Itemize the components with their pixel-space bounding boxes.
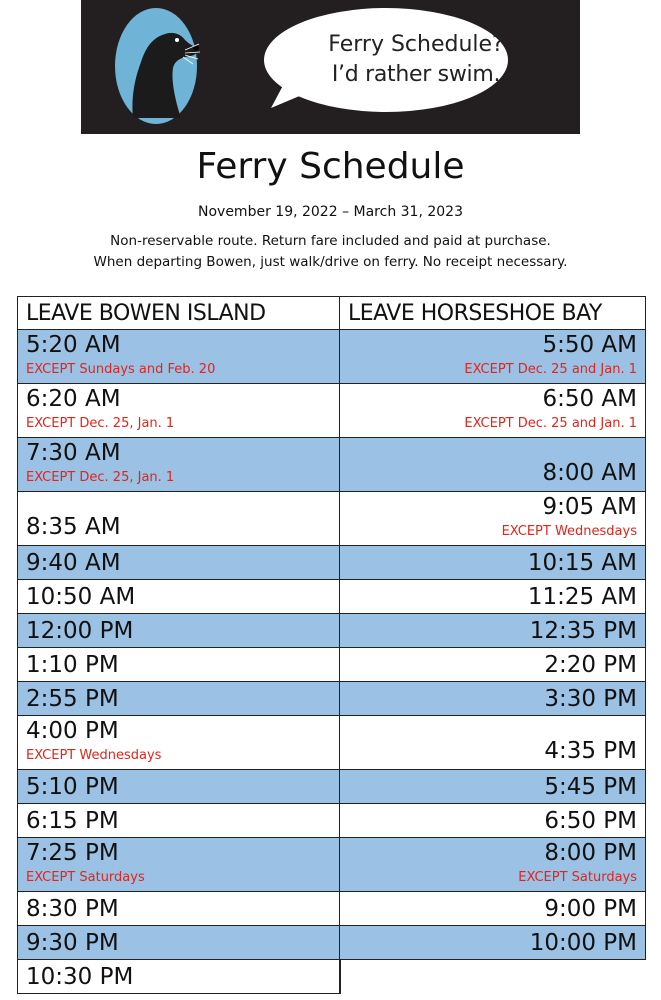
horseshoe-departure-cell	[340, 614, 646, 648]
table-row	[17, 838, 646, 892]
departure-time: 7:30 AM	[26, 440, 121, 466]
table-row	[17, 546, 646, 580]
horseshoe-departure-cell	[340, 438, 646, 492]
table-row	[17, 770, 646, 804]
departure-time: 5:10 PM	[26, 774, 119, 800]
bowen-departure-cell	[17, 438, 340, 492]
schedule-table	[17, 296, 646, 994]
bowen-departure-cell	[17, 614, 340, 648]
horseshoe-departure-cell	[340, 960, 646, 994]
table-row	[17, 330, 646, 384]
departure-time: 8:35 AM	[26, 514, 121, 540]
departure-time: 4:00 PM	[26, 718, 119, 744]
departure-time: 3:30 PM	[544, 686, 637, 712]
departure-time: 12:35 PM	[529, 618, 637, 644]
departure-time: 1:10 PM	[26, 652, 119, 678]
horseshoe-departure-cell	[340, 770, 646, 804]
bubble-text	[301, 30, 531, 90]
table-row	[17, 682, 646, 716]
departure-time: 5:50 AM	[542, 332, 637, 358]
bowen-departure-cell	[17, 682, 340, 716]
departure-time: 10:50 AM	[26, 584, 136, 610]
departure-time: 5:45 PM	[544, 774, 637, 800]
table-row	[17, 384, 646, 438]
horseshoe-departure-cell	[340, 926, 646, 960]
exception-note: EXCEPT Wednesdays	[501, 524, 637, 539]
bowen-departure-cell	[17, 926, 340, 960]
bowen-departure-cell	[17, 546, 340, 580]
bowen-departure-cell	[17, 770, 340, 804]
bowen-departure-cell	[17, 892, 340, 926]
table-row	[17, 926, 646, 960]
departure-time: 9:00 PM	[544, 896, 637, 922]
bubble-line-2: I’d rather swim.	[331, 62, 501, 87]
table-header	[17, 296, 646, 330]
departure-time: 5:20 AM	[26, 332, 121, 358]
horseshoe-departure-cell	[340, 892, 646, 926]
horseshoe-departure-cell	[340, 492, 646, 546]
departure-time: 4:35 PM	[544, 738, 637, 764]
bowen-departure-cell	[17, 384, 340, 438]
bowen-departure-cell	[17, 804, 340, 838]
departure-time: 6:15 PM	[26, 808, 119, 834]
exception-note: EXCEPT Dec. 25 and Jan. 1	[464, 416, 637, 431]
table-row	[17, 804, 646, 838]
date-range: November 19, 2022 – March 31, 2023	[198, 204, 463, 220]
exception-note: EXCEPT Dec. 25 and Jan. 1	[464, 362, 637, 377]
seal-icon	[81, 0, 241, 134]
bowen-departure-cell	[17, 330, 340, 384]
header-leave-horseshoe: LEAVE HORSESHOE BAY	[340, 296, 646, 330]
departure-time: 7:25 PM	[26, 840, 119, 866]
route-notes	[0, 231, 661, 273]
departure-time: 9:40 AM	[26, 550, 121, 576]
exception-note: EXCEPT Saturdays	[26, 870, 145, 885]
exception-note: EXCEPT Sundays and Feb. 20	[26, 362, 216, 377]
table-body	[17, 330, 646, 994]
horseshoe-departure-cell	[340, 648, 646, 682]
table-row	[17, 614, 646, 648]
departure-time: 9:30 PM	[26, 930, 119, 956]
departure-time: 10:00 PM	[529, 930, 637, 956]
departure-time: 12:00 PM	[26, 618, 134, 644]
horseshoe-departure-cell	[340, 330, 646, 384]
departure-time: 10:30 PM	[26, 964, 134, 990]
route-note-1: Non-reservable route. Return fare included and paid at purchase.	[110, 233, 551, 249]
bowen-departure-cell	[17, 716, 340, 770]
table-row	[17, 716, 646, 770]
banner	[81, 0, 580, 134]
bowen-departure-cell	[17, 838, 340, 892]
table-row	[17, 892, 646, 926]
departure-time: 10:15 AM	[527, 550, 637, 576]
bowen-departure-cell	[17, 492, 340, 546]
horseshoe-departure-cell	[340, 838, 646, 892]
bowen-departure-cell	[17, 580, 340, 614]
bowen-departure-cell	[17, 648, 340, 682]
horseshoe-departure-cell	[340, 804, 646, 838]
route-note-2: When departing Bowen, just walk/drive on ferry. No receipt necessary.	[93, 254, 568, 270]
departure-time: 6:20 AM	[26, 386, 121, 412]
page-title: Ferry Schedule	[196, 146, 465, 187]
departure-time: 8:00 AM	[542, 460, 637, 486]
departure-time: 8:00 PM	[544, 840, 637, 866]
bubble-line-1: Ferry Schedule?	[328, 32, 504, 57]
exception-note: EXCEPT Dec. 25, Jan. 1	[26, 470, 175, 485]
departure-time: 8:30 PM	[26, 896, 119, 922]
departure-time: 6:50 AM	[542, 386, 637, 412]
horseshoe-departure-cell	[340, 716, 646, 770]
bowen-departure-cell	[17, 960, 340, 994]
exception-note: EXCEPT Saturdays	[518, 870, 637, 885]
table-row	[17, 580, 646, 614]
horseshoe-departure-cell	[340, 682, 646, 716]
departure-time: 6:50 PM	[544, 808, 637, 834]
horseshoe-departure-cell	[340, 546, 646, 580]
table-row	[17, 648, 646, 682]
departure-time: 11:25 AM	[527, 584, 637, 610]
horseshoe-departure-cell	[340, 384, 646, 438]
exception-note: EXCEPT Dec. 25, Jan. 1	[26, 416, 175, 431]
departure-time: 2:55 PM	[26, 686, 119, 712]
header-leave-bowen: LEAVE BOWEN ISLAND	[17, 296, 340, 330]
exception-note: EXCEPT Wednesdays	[26, 748, 162, 763]
horseshoe-departure-cell	[340, 580, 646, 614]
table-row	[17, 960, 646, 994]
departure-time: 2:20 PM	[544, 652, 637, 678]
table-row	[17, 438, 646, 492]
departure-time: 9:05 AM	[542, 494, 637, 520]
table-row	[17, 492, 646, 546]
